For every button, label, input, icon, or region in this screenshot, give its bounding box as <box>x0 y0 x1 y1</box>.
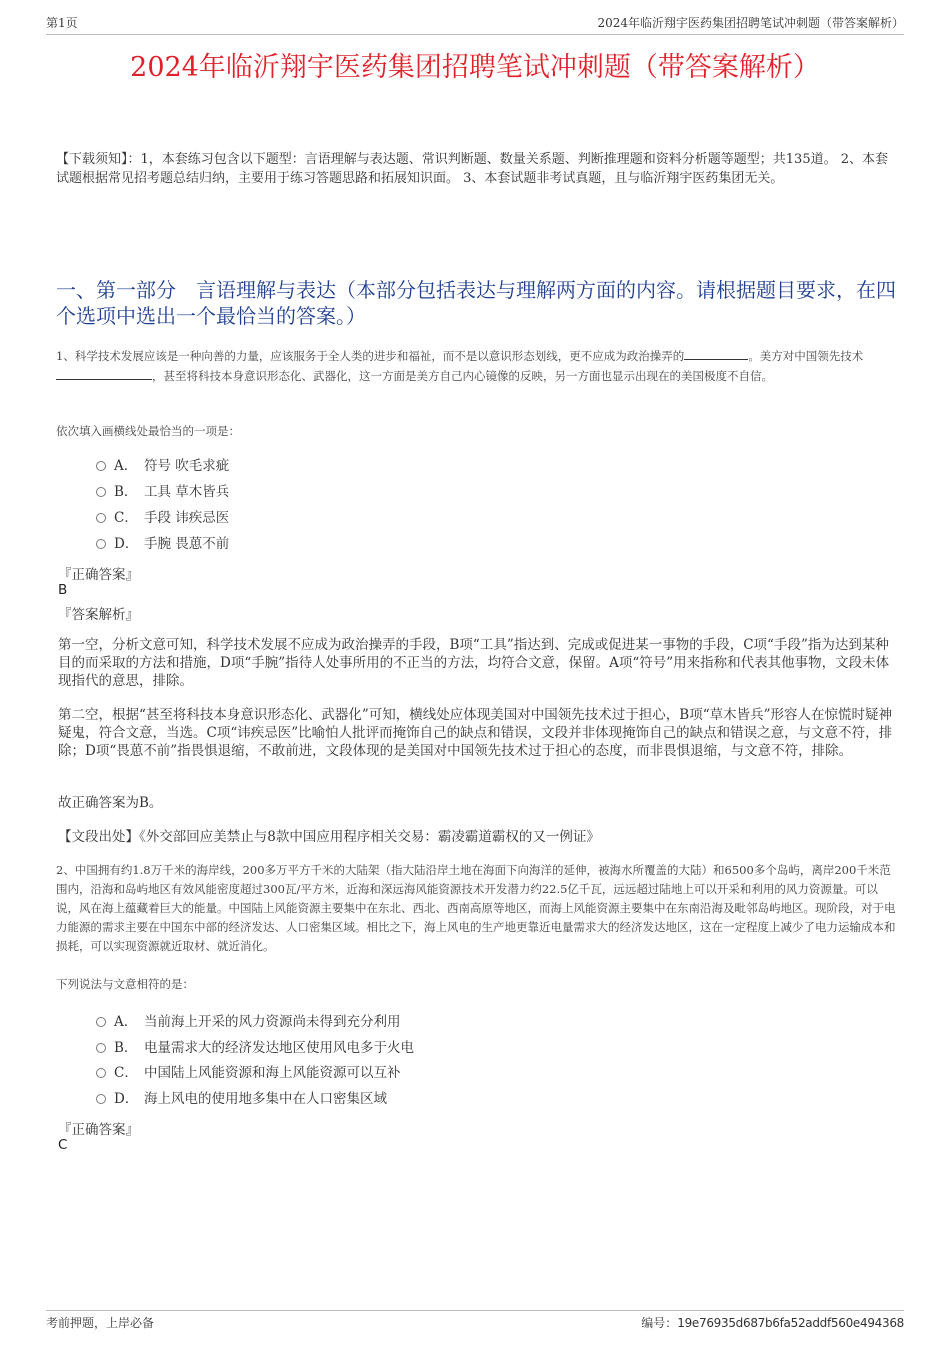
page-header <box>46 14 904 32</box>
download-notice: 【下载须知】：1，本套练习包含以下题型：言语理解与表达题、常识判断题、数量关系题、判断推理题和资料分析题等题型；共135道。 2、本套试题根据常见招考题总结归纳，主要用于练习答题思路和拓展知识面。 3、本套试题非考试真题，且与临沂翔宇医药集团无关。 <box>56 152 888 186</box>
footer-divider <box>46 1310 904 1311</box>
radio-icon[interactable] <box>96 1068 106 1078</box>
q1-analysis-para-1: 第一空，分析文意可知，科学技术发展不应成为政治操弄的手段，B项“工具”指达到、完成或促进某一事物的手段，C项“手段”指为达到某种目的而采取的方法和措施，D项“手腕”指待人处事所用的不正当的方法，均符合文意，保留。A项“符号”用来指称和代表其他事物，文段未体现指代的意思，排除。 <box>58 637 890 689</box>
radio-icon[interactable] <box>96 487 106 497</box>
blank-1 <box>684 346 748 360</box>
header-doc-title: 2024年临沂翔宇医药集团招聘笔试冲刺题（带答案解析） <box>597 16 904 30</box>
radio-icon[interactable] <box>96 1043 106 1053</box>
q1-answer: B <box>58 582 68 598</box>
q2-answer: C <box>58 1137 68 1153</box>
question-2-text: 2、中国拥有约1.8万千米的海岸线，200多万平方千米的大陆架（指大陆沿岸土地在海面下向海洋的延伸，被海水所覆盖的大陆）和6500多个岛屿，离岸200千米范围内，沿海和岛屿地区有效风能密度超过300瓦/平方米，近海和深远海风能资源技术开发潜力约22.5亿千瓦，远远超过陆地上可以开采和利用的风力资源量。可以说，风在海上蕴藏着巨大的能量。中国陆上风能资源主要集中在东北、西北、西南高原等地区，而海上风能资源主要集中在东南沿海及毗邻岛屿地区。现阶段，对于电力能源的需求主要在中国东中部的经济发达、人口密集区域。相比之下，海上风电的生产地更靠近电量需求大的经济发达地区，这在一定程度上减少了电力运输成本和损耗，可以实现资源就近取材、就近消化。 <box>56 863 896 953</box>
page-number: 第1页 <box>46 16 78 30</box>
question-1-text: 1、科学技术发展应该是一种向善的力量，应该服务于全人类的进步和福祉，而不是以意识形态划线，更不应成为政治操弄的 。美方对中国领先技术，甚至将科技本身意识形态化、武器化，这一方面是美方自己内心镜像的反映，另一方面也显示出现在的美国极度不自信。 <box>56 346 898 386</box>
q1-analysis-label: 『答案解析』 <box>58 607 139 623</box>
blank-2 <box>56 366 152 380</box>
q2-option-b[interactable]: B． 电量需求大的经济发达地区使用风电多于火电 <box>96 1038 414 1058</box>
radio-icon[interactable] <box>96 1094 106 1104</box>
q2-option-c[interactable]: C． 中国陆上风能资源和海上风能资源可以互补 <box>96 1063 401 1083</box>
q1-option-a[interactable]: A． 符号 吹毛求疵 <box>96 456 229 476</box>
radio-icon[interactable] <box>96 513 106 523</box>
document-title: 2024年临沂翔宇医药集团招聘笔试冲刺题（带答案解析） <box>130 52 820 83</box>
question-2-prompt: 下列说法与文意相符的是： <box>56 977 194 991</box>
q1-answer-label: 『正确答案』 <box>58 567 139 583</box>
section-heading: 一、第一部分 言语理解与表达（本部分包括表达与理解两方面的内容。请根据题目要求，在四个选项中选出一个最恰当的答案。） <box>56 278 896 328</box>
q1-option-c[interactable]: C． 手段 讳疾忌医 <box>96 508 229 528</box>
q2-option-a[interactable]: A． 当前海上开采的风力资源尚未得到充分利用 <box>96 1012 401 1032</box>
footer-slogan: 考前押题，上岸必备 <box>46 1316 155 1330</box>
radio-icon[interactable] <box>96 461 106 471</box>
q1-analysis-conclusion: 故正确答案为B。 <box>58 795 163 811</box>
q1-option-b[interactable]: B． 工具 草木皆兵 <box>96 482 229 502</box>
header-divider <box>46 34 904 35</box>
page-footer <box>46 1314 904 1332</box>
q1-analysis-para-2: 第二空，根据“甚至将科技本身意识形态化、武器化”可知，横线处应体现美国对中国领先技术过于担心，B项“草木皆兵”形容人在惊慌时疑神疑鬼，符合文意，当选。C项“讳疾忌医”比喻怕人批评而掩饰自己的缺点和错误，文段并非体现掩饰自己的缺点和错误之意，与文意不符，排除；D项“畏葸不前”指畏惧退缩，不敢前进，文段体现的是美国对中国领先技术过于担心的态度，而非畏惧退缩，与文意不符，排除。 <box>58 707 893 759</box>
q1-option-d[interactable]: D． 手腕 畏葸不前 <box>96 534 229 554</box>
document-id: 编号：19e76935d687b6fa52addf560e494368 <box>641 1316 904 1330</box>
q1-source: 【文段出处】《外交部回应美禁止与8款中国应用程序相关交易：霸凌霸道霸权的又一例证》 <box>58 829 600 845</box>
question-1-prompt: 依次填入画横线处最恰当的一项是： <box>56 424 240 438</box>
q2-option-d[interactable]: D． 海上风电的使用地多集中在人口密集区域 <box>96 1089 387 1109</box>
radio-icon[interactable] <box>96 1017 106 1027</box>
q2-answer-label: 『正确答案』 <box>58 1122 139 1138</box>
radio-icon[interactable] <box>96 539 106 549</box>
